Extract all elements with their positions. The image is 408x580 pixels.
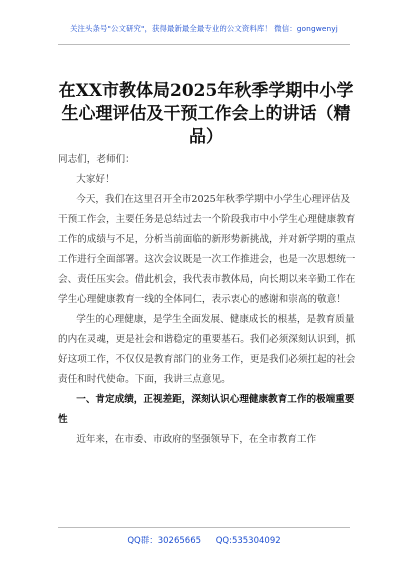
salutation: 同志们，老师们： <box>58 154 135 165</box>
document-title: 在XX市教体局2025年秋季学期中小学生心理评估及干预工作会上的讲话（精品） <box>58 81 354 147</box>
paragraph-importance: 学生的心理健康，是学生全面发展、健康成长的根基，是教育质量的内在灵魂，更是社会和谐稳定的重要基石。我们必须深刻认识到，抓好这项工作，不仅仅是教育部门的业务工作，更是我们必须扛起的社会责任和时代使命。下面，我讲三点意见。 <box>58 314 356 385</box>
section-heading: 一、肯定成绩，正视差距，深刻认识心理健康教育工作的极端重要性 <box>58 394 355 425</box>
header-divider <box>58 44 350 45</box>
section-paragraph: 近年来，在市委、市政府的坚强领导下，在全市教育工作 <box>76 434 317 445</box>
greeting: 大家好！ <box>76 174 115 185</box>
footer <box>0 534 408 546</box>
footer-divider <box>58 527 350 528</box>
paragraph-intro: 今天，我们在这里召开全市2025年秋季学期中小学生心理评估及干预工作会，主要任务是总结过去一个阶段我市中小学生心理健康教育工作的成绩与不足，分析当前面临的新形势新挑战，并对新学期的重点工作进行全面部署。这次会议既是一次工作推进会，也是一次思想统一会、责任压实会。借此机会，我代表市教体局，向长期以来辛勤工作在学生心理健康教育一线的全体同仁，表示衷心的感谢和崇高的敬意！ <box>58 194 356 305</box>
footer-qq-group: QQ群：30265665 <box>127 536 202 546</box>
footer-qq: QQ:535304092 <box>215 536 281 546</box>
document-body <box>58 150 356 450</box>
header-note: 关注头条号"公文研究"，获得最新最全最专业的公文资料库！ 微信：gongwenyj <box>70 24 338 33</box>
